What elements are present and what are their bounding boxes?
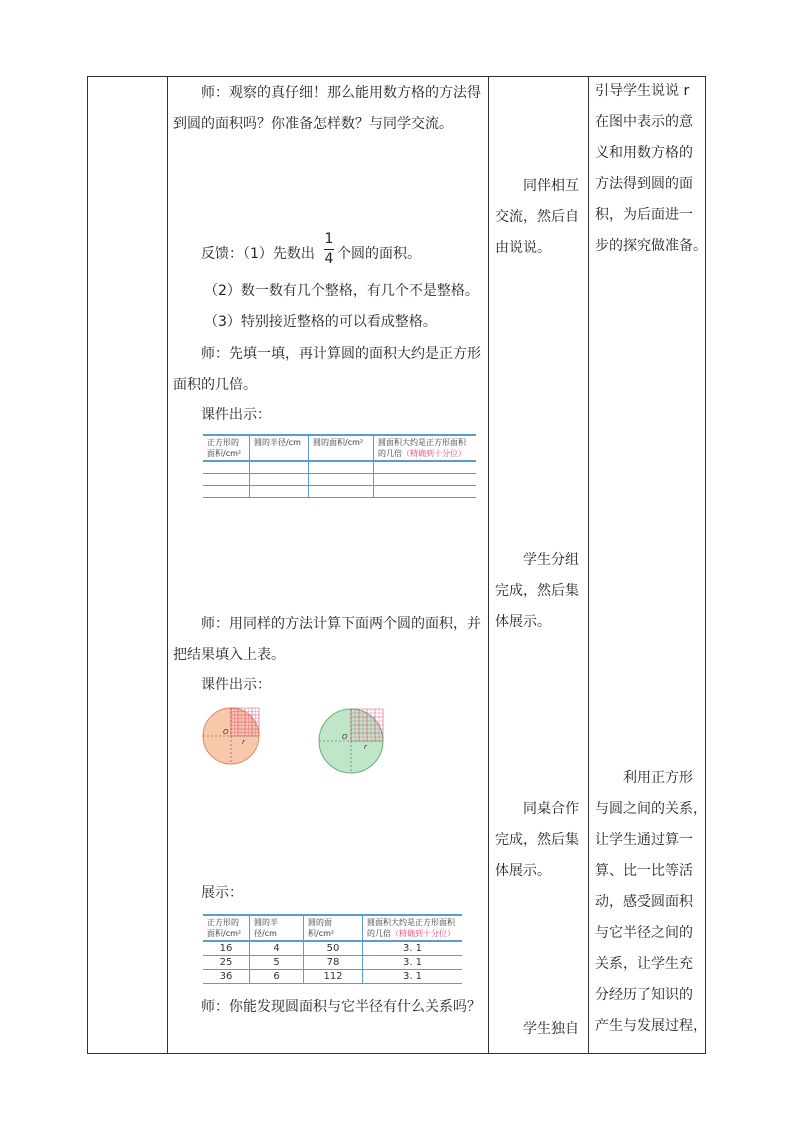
intent-2-line: 动，感受圆面积	[595, 894, 693, 910]
table2-header-circle-area: 圆的面积/cm²	[304, 915, 363, 941]
intent-1-line: 引导学生说说 r	[595, 83, 690, 99]
student-activity-3-line-1: 同桌合作	[523, 801, 579, 817]
radius-label-left: r	[242, 738, 245, 746]
intent-2-line: 与圆之间的关系，	[595, 801, 707, 817]
cell-circle-area: 112	[304, 970, 363, 984]
circle-grid-diagrams	[196, 700, 496, 780]
table1-empty-row	[203, 485, 476, 497]
student-activity-2-line-3: 体展示。	[495, 614, 551, 630]
fraction-denominator: 4	[324, 251, 334, 267]
cell-ratio: 3. 1	[363, 941, 463, 956]
table1-header-ratio-text: 圆面积大约是正方形面积 的几倍	[378, 438, 466, 458]
intent-2-line: 关系，让学生充	[595, 956, 693, 972]
column-divider-1	[167, 76, 168, 1054]
table1-empty-row	[203, 461, 476, 473]
table2-header-ratio-text: 圆面积大约是正方形面积 的几倍	[367, 918, 455, 938]
table-row	[203, 941, 462, 956]
circle-right	[319, 709, 383, 773]
courseware-label-1: 课件出示：	[201, 407, 271, 423]
radius-label-right: r	[364, 743, 367, 751]
student-activity-2-line-2: 完成，然后集	[495, 583, 579, 599]
table1-header-radius: 圆的半径/cm	[250, 435, 309, 461]
intent-1-line: 义和用数方格的	[595, 145, 693, 161]
teacher-paragraph-3-line-2: 把结果填入上表。	[173, 647, 285, 663]
table1-header-circle-area: 圆的面积/cm²	[309, 435, 374, 461]
fraction-bar	[324, 249, 334, 250]
cell-square-area: 16	[203, 941, 250, 956]
courseware-label-2: 课件出示：	[201, 677, 271, 693]
circle-left	[203, 708, 259, 764]
teacher-paragraph-1-line-2: 到圆的面积吗？你准备怎样数？与同学交流。	[173, 116, 453, 132]
cell-ratio: 3. 1	[363, 970, 463, 984]
table-row	[203, 956, 462, 970]
center-label-right: O	[342, 733, 348, 741]
table1-empty-row	[203, 473, 476, 485]
cell-square-area: 36	[203, 970, 250, 984]
teacher-paragraph-2-line-1: 师：先填一填，再计算圆的面积大约是正方形	[201, 346, 481, 362]
cell-ratio: 3. 1	[363, 956, 463, 970]
intent-2-line: 与它半径之间的	[595, 925, 693, 941]
worksheet-table-filled	[203, 914, 462, 984]
intent-2-line: 产生与发展过程，	[595, 1018, 707, 1034]
student-activity-2-line-1: 学生分组	[523, 552, 579, 568]
feedback-3: （3）特别接近整格的可以看成整格。	[204, 314, 437, 330]
table-row	[203, 970, 462, 984]
cell-circle-area: 50	[304, 941, 363, 956]
intent-2-line: 分经历了知识的	[595, 987, 693, 1003]
teacher-paragraph-3-line-1: 师：用同样的方法计算下面两个圆的面积，并	[201, 616, 481, 632]
table2-header-note: （精确到十分位）	[391, 929, 455, 938]
student-activity-3-line-3: 体展示。	[495, 863, 551, 879]
table1-header-square-area: 正方形的 面积/cm²	[203, 435, 250, 461]
intent-2-line: 让学生通过算一	[595, 832, 693, 848]
cell-circle-area: 78	[304, 956, 363, 970]
cell-square-area: 25	[203, 956, 250, 970]
show-label: 展示：	[201, 885, 243, 901]
column-divider-3	[588, 76, 589, 1054]
intent-1-line: 在图中表示的意	[595, 114, 693, 130]
student-activity-1-line-1: 同伴相互	[523, 178, 579, 194]
intent-2-line: 利用正方形	[623, 770, 693, 786]
cell-radius: 4	[250, 941, 304, 956]
teacher-paragraph-2-line-2: 面积的几倍。	[173, 377, 257, 393]
student-activity-4-line-1: 学生独自	[523, 1021, 579, 1037]
cell-radius: 5	[250, 956, 304, 970]
teacher-paragraph-1-line-1: 师：观察的真仔细！那么能用数方格的方法得	[201, 85, 481, 101]
fraction-numerator: 1	[324, 231, 334, 247]
intent-block-2	[595, 763, 707, 1042]
table2-header-radius: 圆的半径/cm	[250, 915, 304, 941]
cell-radius: 6	[250, 970, 304, 984]
table2-header-square-area: 正方形的 面积/cm²	[203, 915, 250, 941]
feedback-2: （2）数一数有几个整格，有几个不是整格。	[204, 283, 479, 299]
teacher-paragraph-4: 师：你能发现圆面积与它半径有什么关系吗？	[201, 999, 481, 1015]
intent-2-line: 算、比一比等活	[595, 863, 693, 879]
intent-1-line: 步的探究做准备。	[595, 238, 707, 254]
student-activity-1-line-3: 由说说。	[495, 240, 551, 256]
intent-block-1	[595, 76, 707, 262]
table1-header-ratio	[374, 435, 477, 461]
intent-1-line: 方法得到圆的面	[595, 176, 693, 192]
center-label-left: O	[223, 728, 229, 736]
column-divider-2	[488, 76, 489, 1054]
table1-header-note: （精确到十分位）	[402, 449, 466, 458]
feedback-1-suffix: 个圆的面积。	[337, 246, 421, 262]
student-activity-1-line-2: 交流，然后自	[495, 209, 579, 225]
feedback-1-prefix: 反馈：（1）先数出	[201, 246, 315, 262]
worksheet-table-empty	[203, 434, 476, 498]
intent-1-line: 积，为后面进一	[595, 207, 693, 223]
student-activity-3-line-2: 完成，然后集	[495, 832, 579, 848]
table2-header-ratio	[363, 915, 463, 941]
